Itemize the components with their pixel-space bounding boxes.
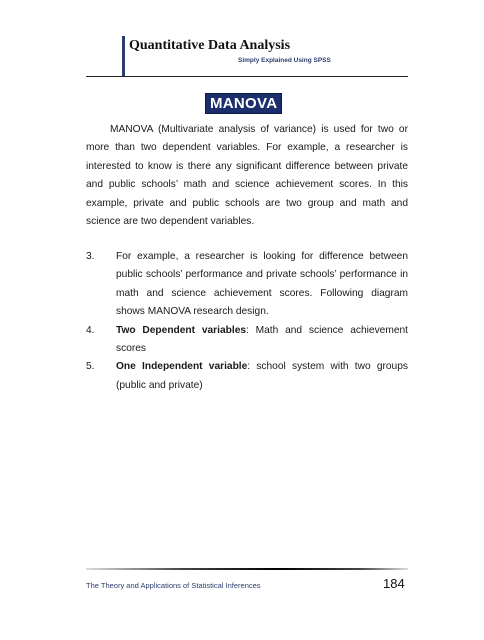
header-accent-bar xyxy=(122,36,125,76)
list-item xyxy=(86,322,408,359)
header-divider xyxy=(86,76,408,77)
list-item-text: For example, a researcher is looking for difference between public schools’ performance and private schools’ performance in math and science achievement scores. Following diagram shows MANOVA research design. xyxy=(116,251,408,318)
list-item-bold-term: One Independent variable xyxy=(116,361,248,373)
list-item-number: 3. xyxy=(86,251,95,262)
running-header-title: Quantitative Data Analysis xyxy=(129,38,291,53)
intro-paragraph: MANOVA (Multivariate analysis of variance) is used for two or more than two dependent variables. For example, a researcher is interested to know is there any significant difference between private and public schools’ math and science achievement scores. In this example, private and public schools are two group and math and science are two dependent variables. xyxy=(86,124,408,228)
list-item xyxy=(86,358,408,395)
footer-divider xyxy=(86,568,408,570)
numbered-list xyxy=(86,248,408,395)
page-number: 184 xyxy=(383,576,405,591)
running-header-subtitle: Simply Explained Using SPSS xyxy=(238,57,331,64)
list-item-text: : Math and science achievement scores xyxy=(116,324,408,355)
list-item-number: 4. xyxy=(86,324,95,336)
list-item-text: : school system with two groups (public and private) xyxy=(116,361,408,391)
footer-book-title: The Theory and Applications of Statistical Inferences xyxy=(86,581,261,590)
list-item-number: 5. xyxy=(86,361,95,373)
section-title: MANOVA xyxy=(205,93,282,114)
list-item-bold-term: Two Dependent variables xyxy=(116,324,247,336)
list-item xyxy=(86,248,408,322)
